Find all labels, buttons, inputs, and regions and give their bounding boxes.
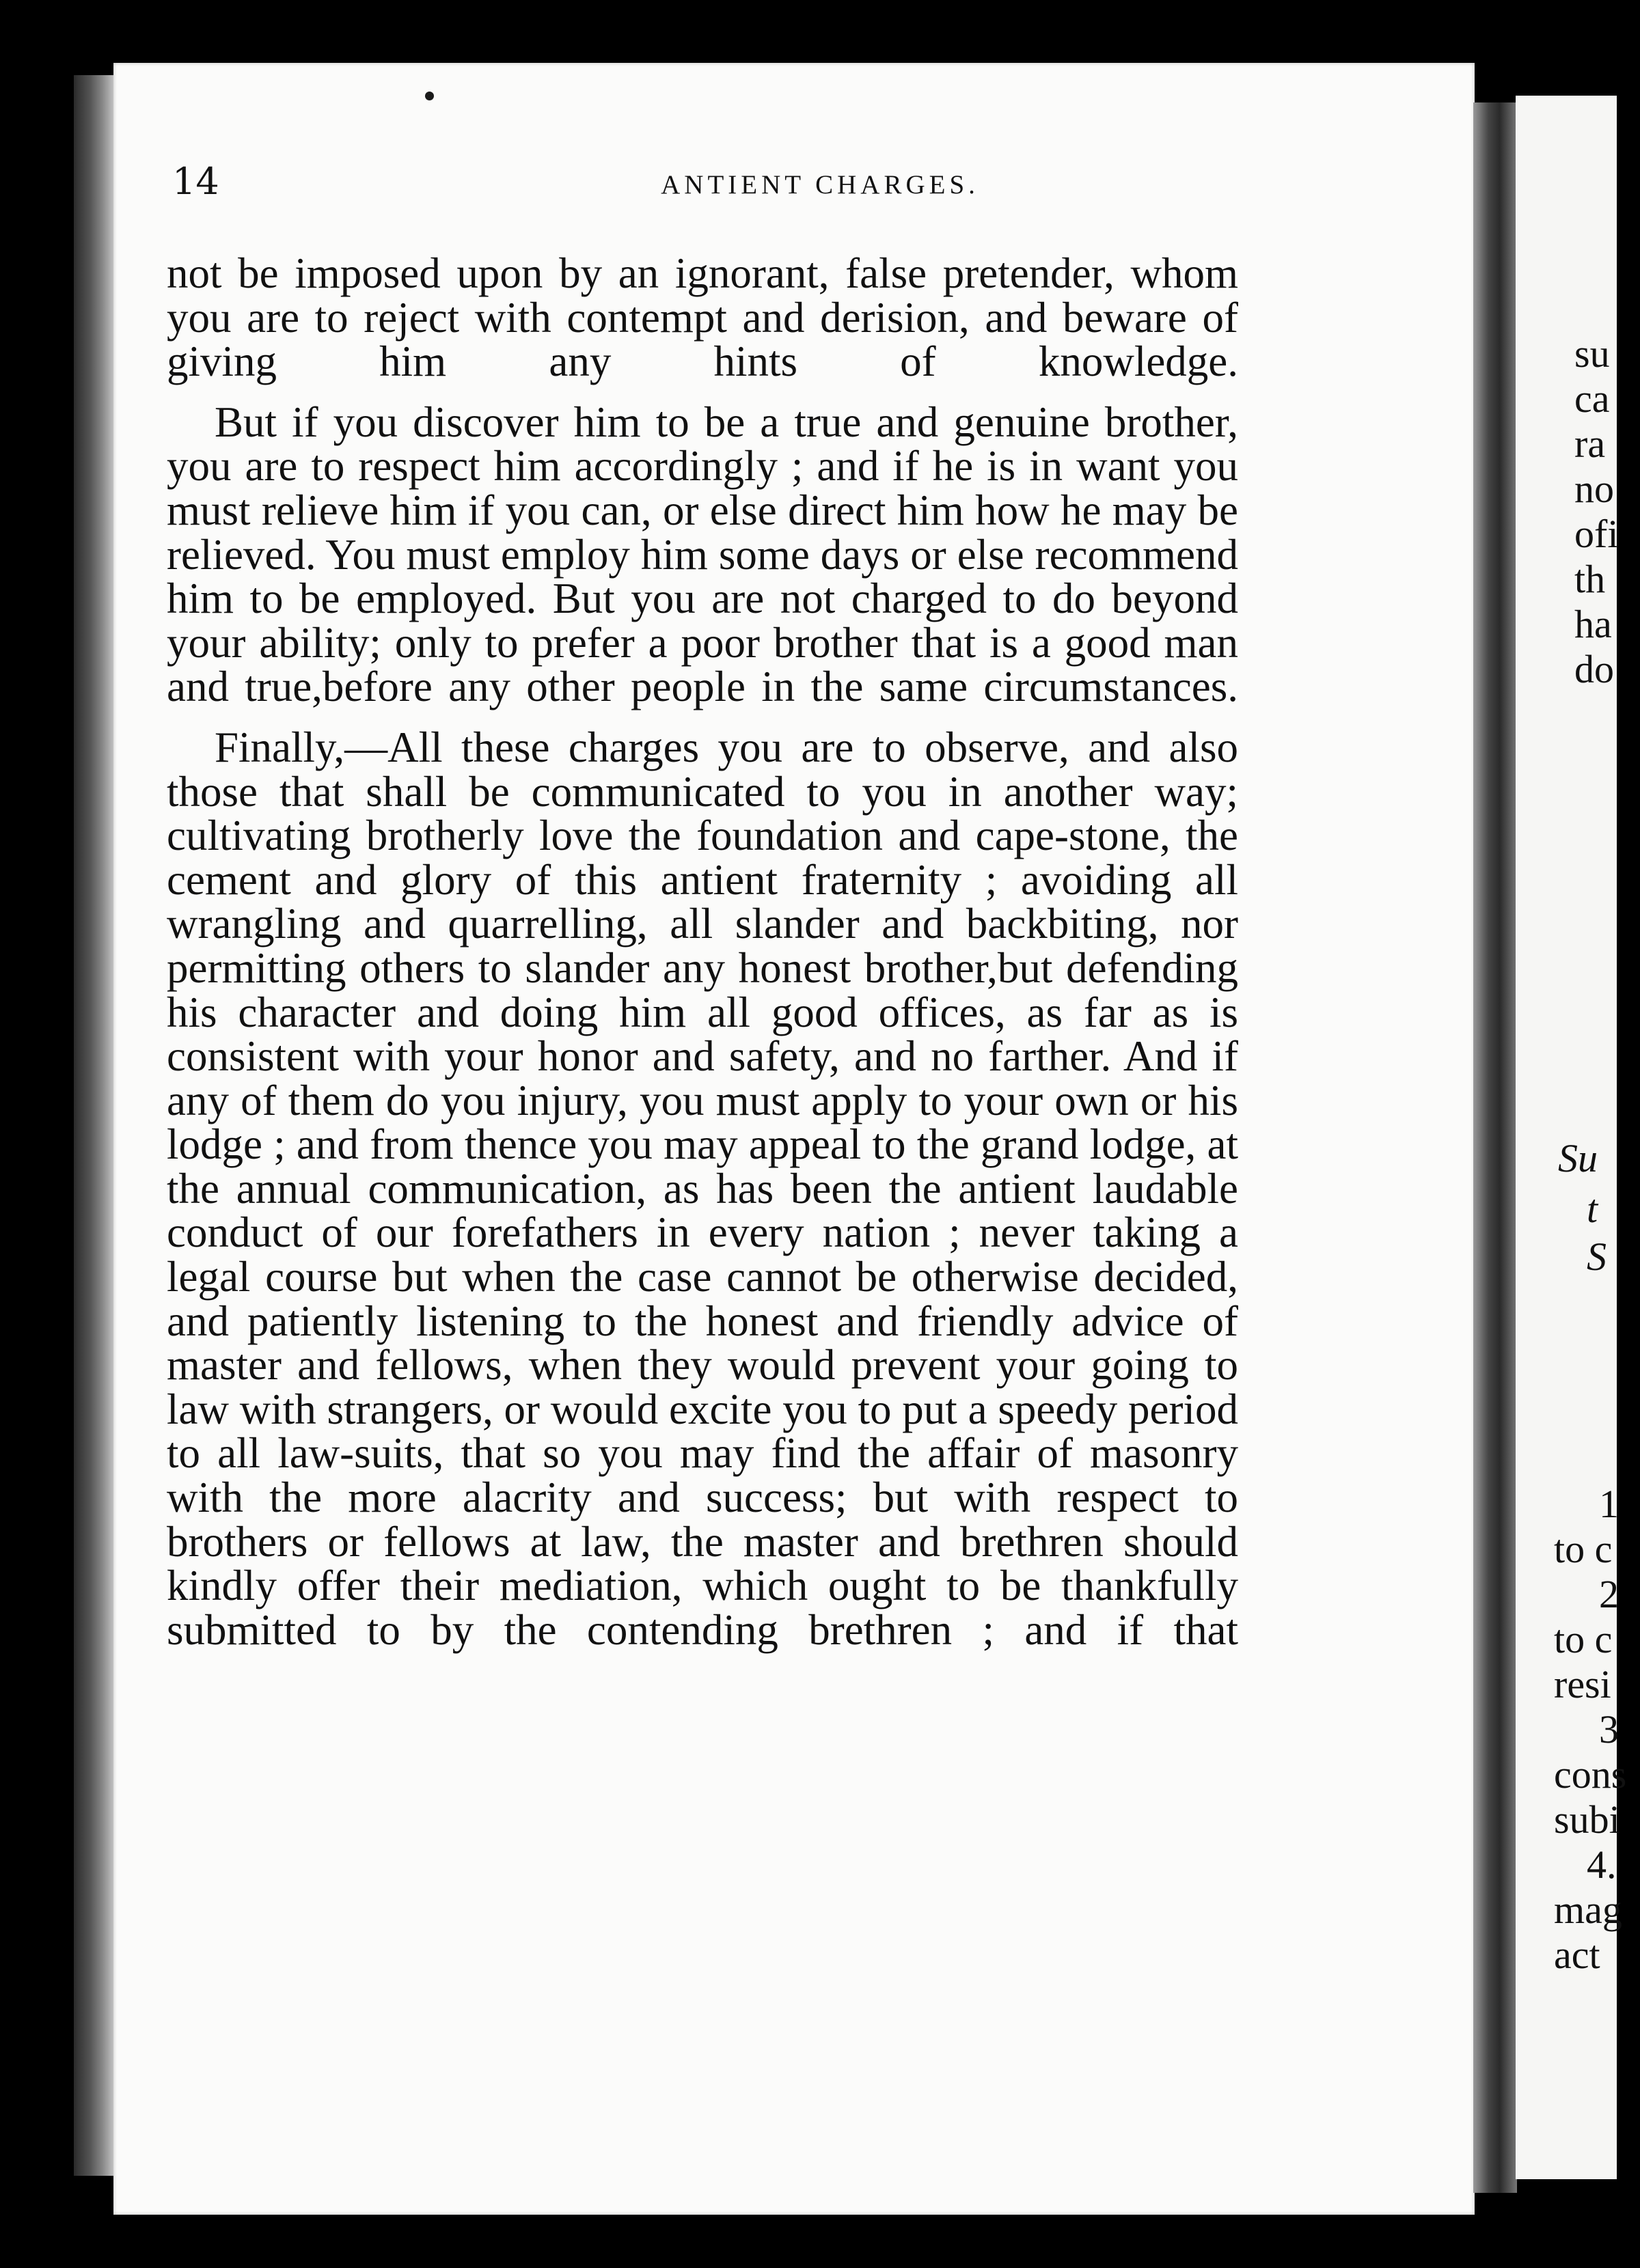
page-number: 14 — [172, 160, 219, 203]
facing-fragment: Su — [1558, 1136, 1598, 1180]
facing-fragment: act — [1554, 1933, 1600, 1977]
facing-fragment: mag — [1554, 1887, 1622, 1932]
facing-fragment: su — [1574, 331, 1610, 376]
ink-speck — [425, 92, 434, 100]
paragraph-3: Finally,—All these charges you are to observe, and also those that shall be communicated to you in another way; cultivating brotherly love the foundation and cape-stone, the cement and glory of this antient fraternity ; avoiding all wrangling and quarrelling, all slander and backbiting, nor permitting others to slander any honest brother,but defending his character and doing him all good offices, as far as is consistent with your honor and safety, and no farther. And if any of them do you injury, you must apply to your own or his lodge ; and from thence you may appeal to the grand lodge, at the annual communication, as has been the antient laudable conduct of our forefathers in every nation ; never taking a legal course but when the case cannot be otherwise decided, and patiently listening to the honest and friendly advice of master and fellows, when they would prevent your going to law with strangers, or would excite you to put a speedy period to all law-suits, that so you may find the affair of masonry with the more alacrity and success; but with respect to brothers or fellows at law, the master and brethren should kindly offer their mediation, which ought to be thankfully submitted to by the contending brethren ; and if that — [167, 723, 1238, 1654]
facing-fragment: th — [1574, 557, 1606, 601]
facing-page-edge — [1516, 96, 1627, 2179]
facing-fragment: cons — [1554, 1752, 1627, 1797]
facing-fragment: no — [1574, 467, 1614, 511]
facing-fragment: subi — [1554, 1797, 1620, 1842]
book-spine-edge — [74, 75, 115, 2176]
facing-fragment: 2 — [1599, 1572, 1619, 1616]
facing-fragment: 3 — [1599, 1707, 1619, 1752]
facing-fragment: ca — [1574, 376, 1610, 421]
facing-fragment: 4. — [1587, 1842, 1617, 1887]
facing-fragment: S — [1587, 1234, 1607, 1279]
facing-fragment: t — [1587, 1187, 1598, 1231]
book-gutter — [1473, 102, 1517, 2193]
running-head: ANTIENT CHARGES. — [661, 170, 979, 199]
body-text — [167, 251, 1238, 1652]
facing-fragment: 1 — [1599, 1482, 1619, 1526]
facing-fragment: ra — [1574, 421, 1606, 466]
facing-fragment: to c — [1554, 1617, 1613, 1661]
paragraph-1: not be imposed upon by an ignorant, false pretender, whom you are to reject with contempt and derision, and beware of giving him any hints of knowledge. — [167, 249, 1238, 386]
paragraph-2: But if you discover him to be a true and genuine brother, you are to respect him accordingly ; and if he is in want you must relieve him if you can, or else direct him how he may be relieved. You must employ him some days or else recommend him to be employed. But you are not charged to do beyond your ability; only to prefer a poor brother that is a good man and true,before any other people in the same circumstances. — [167, 398, 1238, 711]
facing-fragment: ha — [1574, 602, 1612, 646]
facing-fragment: to c — [1554, 1527, 1613, 1571]
facing-fragment: ofi — [1574, 512, 1619, 556]
facing-fragment: do — [1574, 647, 1614, 691]
facing-fragment: resi — [1554, 1662, 1611, 1706]
